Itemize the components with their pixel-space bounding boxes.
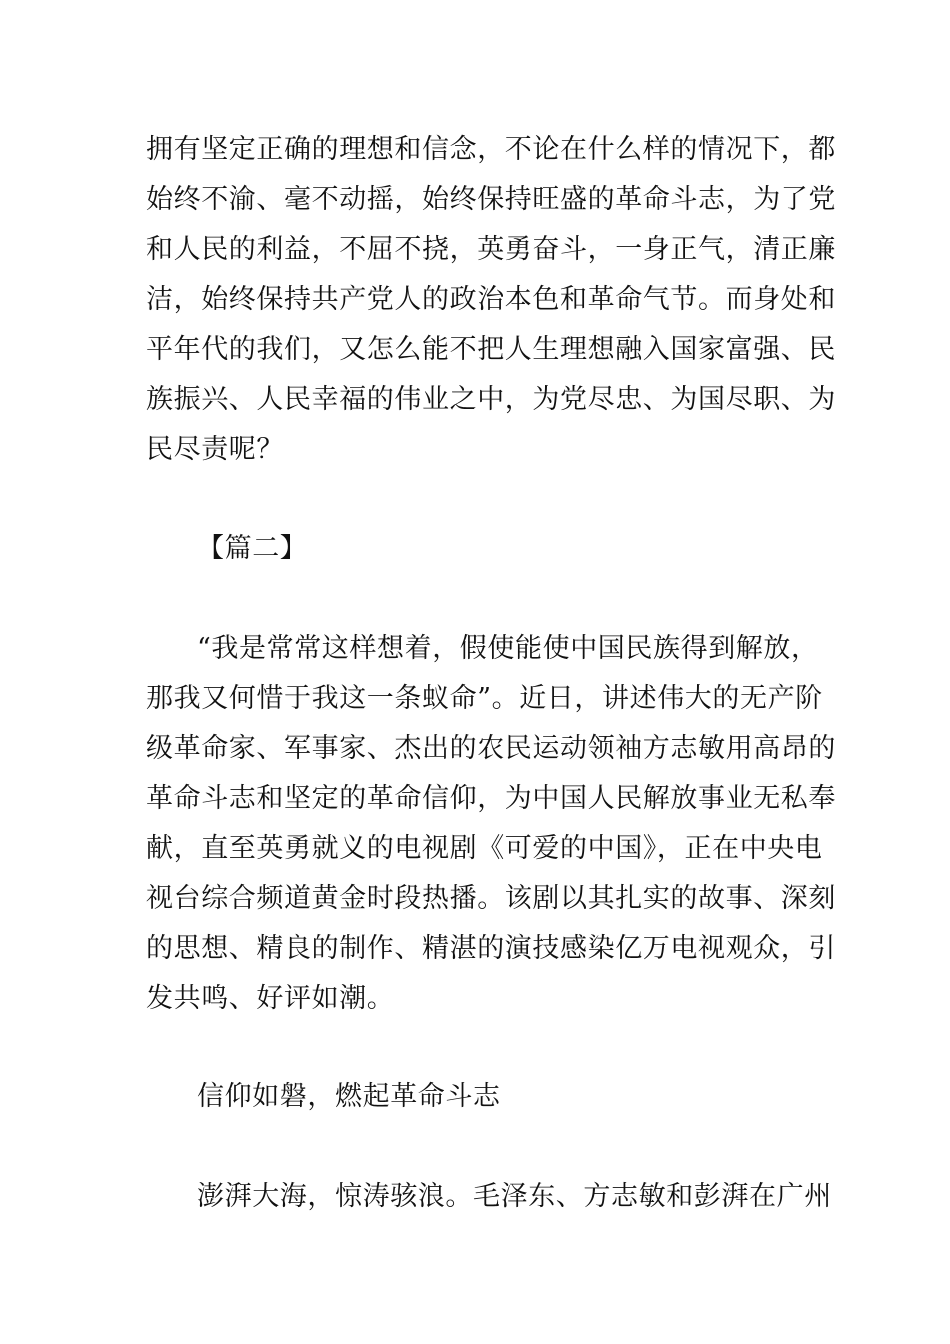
paragraph-line: 革命斗志和坚定的革命信仰，为中国人民解放事业无私奉 (146, 783, 836, 814)
section-heading: 【篇二】 (197, 533, 308, 564)
paragraph-line: 始终不渝、毫不动摇，始终保持旺盛的革命斗志，为了党 (146, 184, 836, 215)
paragraph-line: 和人民的利益，不屈不挠，英勇奋斗，一身正气，清正廉 (146, 234, 836, 265)
paragraph-line: 献，直至英勇就义的电视剧《可爱的中国》，正在中央电 (146, 833, 823, 864)
paragraph-line: 民尽责呢？ (146, 434, 284, 465)
paragraph-line: 洁，始终保持共产党人的政治本色和革命气节。而身处和 (146, 284, 836, 315)
paragraph-line: 视台综合频道黄金时段热播。该剧以其扎实的故事、深刻 (146, 883, 836, 914)
paragraph-line: 级革命家、军事家、杰出的农民运动领袖方志敏用高昂的 (146, 733, 836, 764)
paragraph-line: 澎湃大海，惊涛骇浪。毛泽东、方志敏和彭湃在广州 (197, 1181, 832, 1212)
paragraph-line: 的思想、精良的制作、精湛的演技感染亿万电视观众，引 (146, 933, 836, 964)
paragraph-line: 拥有坚定正确的理想和信念，不论在什么样的情况下，都 (146, 134, 836, 165)
paragraph-line: 发共鸣、好评如潮。 (146, 983, 395, 1014)
subheading: 信仰如磐，燃起革命斗志 (197, 1081, 501, 1112)
paragraph-line: “我是常常这样想着，假使能使中国民族得到解放， (197, 633, 819, 664)
paragraph-line: 那我又何惜于我这一条蚁命”。近日，讲述伟大的无产阶 (146, 683, 823, 714)
paragraph-line: 平年代的我们，又怎么能不把人生理想融入国家富强、民 (146, 334, 836, 365)
paragraph-line: 族振兴、人民幸福的伟业之中，为党尽忠、为国尽职、为 (146, 384, 836, 415)
